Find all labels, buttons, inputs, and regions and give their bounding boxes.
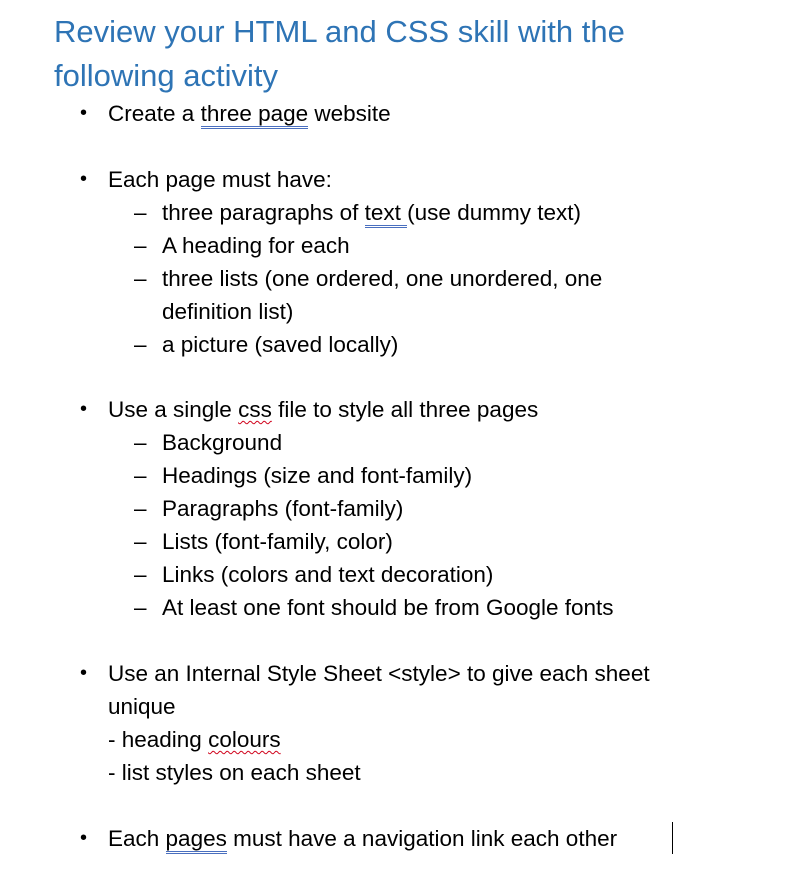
sub-item-links: Links (colors and text decoration) [162, 562, 494, 587]
bullet-icon: • [80, 662, 88, 684]
bullet-item-each-page: Each page must have: [108, 167, 332, 192]
spell-flag-text[interactable]: text [365, 200, 408, 228]
bullet-item-internal-style-line1: Use an Internal Style Sheet <style> to give each sheet [108, 661, 650, 686]
text-cursor [672, 822, 673, 854]
dash-icon: – [134, 463, 147, 488]
sub-item-list-styles: - list styles on each sheet [108, 760, 361, 785]
sub-item-background: Background [162, 430, 283, 455]
dash-icon: – [134, 496, 147, 521]
page-title: Review your HTML and CSS skill with the following activity [54, 14, 625, 93]
bullet-item-internal-style-line2: unique [108, 694, 176, 719]
sub-item-picture: a picture (saved locally) [162, 332, 399, 357]
dash-icon: – [134, 529, 147, 554]
dash-icon: – [134, 595, 147, 620]
bullet-icon: • [80, 168, 88, 190]
sub-item-paragraphs-font: Paragraphs (font-family) [162, 496, 404, 521]
sub-item-lists-line1: three lists (one ordered, one unordered, one [162, 266, 603, 291]
spell-flag-css[interactable]: css [238, 397, 272, 422]
bullet-icon: • [80, 398, 88, 420]
bullet-item-css-file: Use a single css file to style all three pages [108, 397, 539, 422]
sub-item-lists-line2: definition list) [162, 299, 294, 324]
dash-icon: – [134, 562, 147, 587]
sub-item-heading-colours: - heading colours [108, 727, 281, 752]
spell-flag-colours[interactable]: colours [208, 727, 281, 752]
dash-icon: – [134, 266, 147, 291]
spell-flag-three-page[interactable]: three page [201, 101, 309, 129]
sub-item-paragraphs: three paragraphs of text (use dummy text) [162, 196, 581, 229]
sub-item-google-fonts: At least one font should be from Google fonts [162, 595, 614, 620]
sub-item-headings: Headings (size and font-family) [162, 463, 473, 488]
sub-item-lists-font: Lists (font-family, color) [162, 529, 393, 554]
bullet-item-create-website: Create a three page website [108, 97, 391, 130]
bullet-icon: • [80, 102, 88, 124]
dash-icon: – [134, 200, 147, 225]
bullet-item-navigation: Each pages must have a navigation link each other [108, 822, 617, 855]
dash-icon: – [134, 233, 147, 258]
bullet-icon: • [80, 827, 88, 849]
spell-flag-pages[interactable]: pages [166, 826, 227, 854]
dash-icon: – [134, 430, 147, 455]
sub-item-heading: A heading for each [162, 233, 350, 258]
dash-icon: – [134, 332, 147, 357]
